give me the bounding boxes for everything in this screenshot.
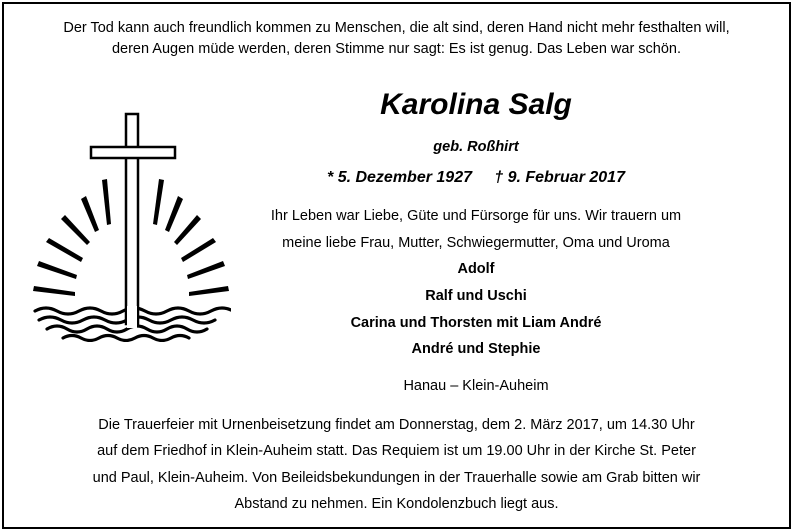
maiden-name: geb. Roßhirt xyxy=(433,139,519,155)
mourner-4: André und Stephie xyxy=(411,341,541,357)
cross-with-sunrise-and-waves-icon xyxy=(31,112,231,342)
obituary-card xyxy=(2,2,791,529)
life-dates: * 5. Dezember 1927 † 9. Februar 2017 xyxy=(327,169,625,186)
funeral-notice-line-1: Die Trauerfeier mit Urnenbeisetzung findet am Donnerstag, dem 2. März 2017, um 14.30 Uhr xyxy=(98,417,695,433)
funeral-notice-line-3: und Paul, Klein-Auheim. Von Beileidsbekundungen in der Trauerhalle sowie am Grab bitten wir xyxy=(92,470,701,486)
funeral-notice-line-4: Abstand zu nehmen. Ein Kondolenzbuch liegt aus. xyxy=(234,496,559,512)
deceased-name: Karolina Salg xyxy=(380,88,572,121)
motto-line-1: Der Tod kann auch freundlich kommen zu Menschen, die alt sind, deren Hand nicht mehr festhalten will, xyxy=(63,20,730,36)
place: Hanau – Klein-Auheim xyxy=(403,378,549,394)
mourner-2: Ralf und Uschi xyxy=(425,288,527,304)
mourner-1: Adolf xyxy=(457,261,495,277)
mourner-3: Carina und Thorsten mit Liam André xyxy=(350,315,602,331)
motto-line-2: deren Augen müde werden, deren Stimme nur sagt: Es ist genug. Das Leben war schön. xyxy=(111,41,682,57)
tribute-line-2: meine liebe Frau, Mutter, Schwiegermutter, Oma und Uroma xyxy=(282,235,670,251)
funeral-notice-line-2: auf dem Friedhof in Klein-Auheim statt. Das Requiem ist um 19.00 Uhr in der Kirche St. Peter xyxy=(97,443,696,459)
tribute-line-1: Ihr Leben war Liebe, Güte und Fürsorge für uns. Wir trauern um xyxy=(270,208,682,224)
